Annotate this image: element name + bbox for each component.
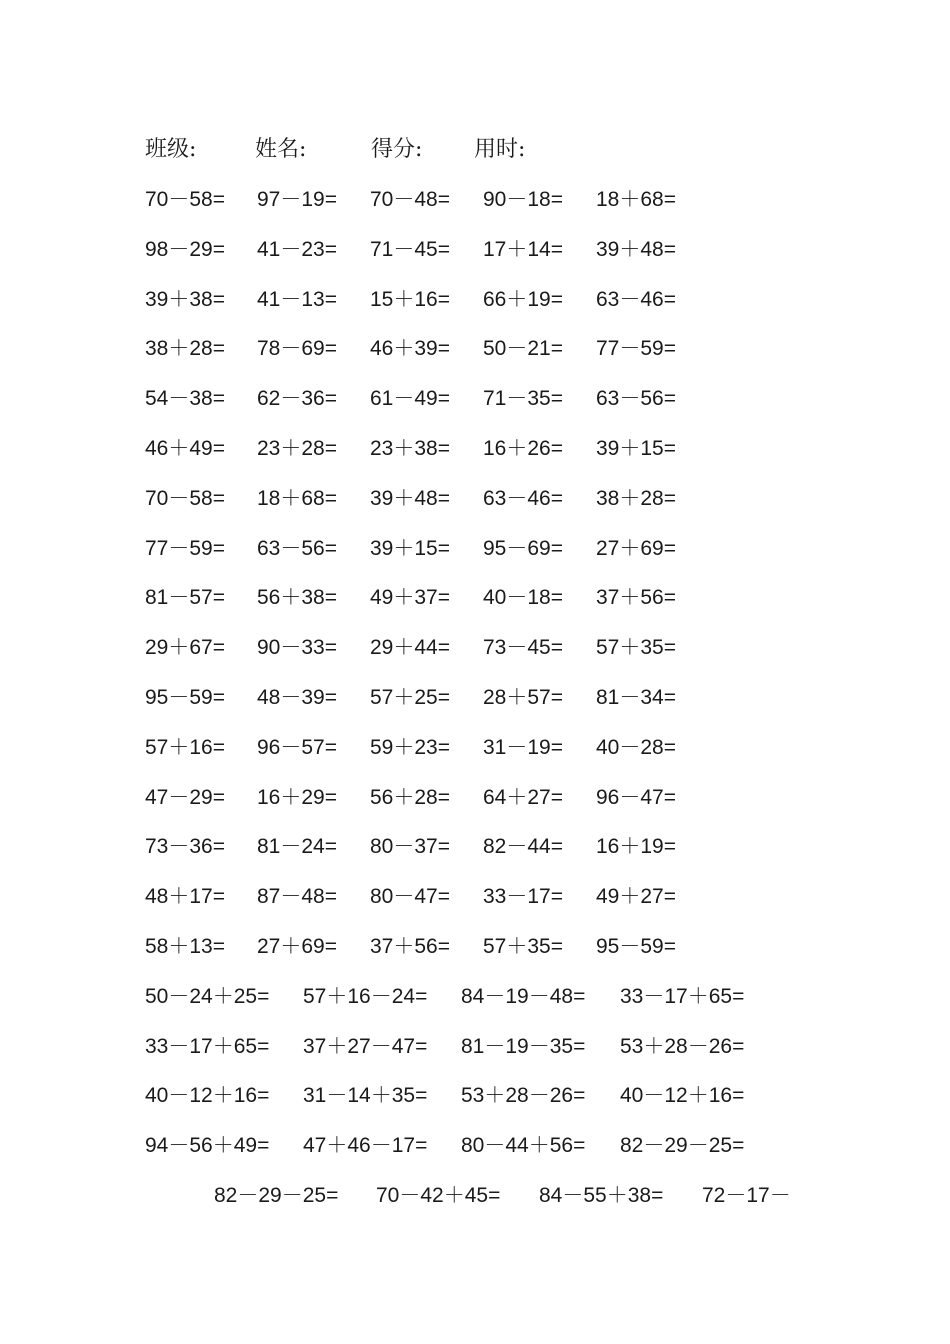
math-problem: 77－59= (145, 536, 225, 560)
math-problem: 39＋15= (596, 436, 676, 460)
math-problem: 95－59= (145, 685, 225, 709)
math-problem: 27＋69= (257, 934, 337, 958)
math-problem: 46＋49= (145, 436, 225, 460)
math-problem: 46＋39= (370, 337, 450, 361)
math-problem: 23＋28= (257, 436, 337, 460)
math-problem: 31－14＋35= (303, 1084, 428, 1108)
math-problem: 72－17－ (702, 1184, 791, 1207)
math-problem: 90－33= (257, 636, 337, 660)
math-problem: 37＋27－47= (303, 1034, 428, 1058)
math-problem: 16＋29= (257, 785, 337, 809)
math-problem: 50－21= (483, 337, 563, 361)
math-problem: 59＋23= (370, 735, 450, 759)
math-problem: 40－12＋16= (620, 1084, 745, 1108)
math-problem: 94－56＋49= (145, 1134, 270, 1158)
class-label: 班级: (145, 137, 197, 162)
math-problem: 16＋26= (483, 436, 563, 460)
math-problem: 49＋37= (370, 586, 450, 610)
math-problem: 38＋28= (596, 486, 676, 510)
math-problem: 57＋16= (145, 735, 225, 759)
math-problem: 38＋28= (145, 337, 225, 361)
math-problem: 39＋48= (370, 486, 450, 510)
math-problem: 87－48= (257, 885, 337, 909)
math-problem: 95－59= (596, 934, 676, 958)
math-problem: 84－19－48= (461, 984, 586, 1008)
math-problem: 77－59= (596, 337, 676, 361)
time-label: 用时: (474, 137, 526, 162)
math-problem: 16＋19= (596, 835, 676, 859)
math-problem: 54－38= (145, 387, 225, 411)
math-problem: 70－58= (145, 188, 225, 211)
math-problem: 31－19= (483, 735, 563, 759)
math-problem: 33－17= (483, 885, 563, 909)
math-problem: 81－57= (145, 586, 225, 610)
math-problem: 57＋16－24= (303, 984, 428, 1008)
math-problem: 63－46= (596, 287, 676, 311)
math-problem: 95－69= (483, 536, 563, 560)
math-problem: 63－56= (596, 387, 676, 411)
math-problem: 15＋16= (370, 287, 450, 311)
math-problem: 29＋44= (370, 636, 450, 660)
math-problem: 61－49= (370, 387, 450, 411)
math-problem: 57＋25= (370, 685, 450, 709)
math-problem: 37＋56= (370, 934, 450, 958)
math-problem: 80－37= (370, 835, 450, 859)
math-problem: 81－19－35= (461, 1034, 586, 1058)
math-problem: 28＋57= (483, 685, 563, 709)
math-problem: 62－36= (257, 387, 337, 411)
math-problem: 33－17＋65= (620, 984, 745, 1008)
math-problem: 63－46= (483, 486, 563, 510)
math-problem: 23＋38= (370, 436, 450, 460)
math-problem: 41－13= (257, 287, 337, 311)
math-problem: 66＋19= (483, 287, 563, 311)
math-problem: 96－57= (257, 735, 337, 759)
math-problem: 57＋35= (483, 934, 563, 958)
math-problem: 39＋15= (370, 536, 450, 560)
score-label: 得分: (371, 137, 423, 162)
math-problem: 58＋13= (145, 934, 225, 958)
math-problem: 80－44＋56= (461, 1134, 586, 1158)
math-problem: 37＋56= (596, 586, 676, 610)
math-problem: 82－44= (483, 835, 563, 859)
math-problem: 82－29－25= (214, 1184, 339, 1207)
math-problem: 71－35= (483, 387, 563, 411)
math-problem: 63－56= (257, 536, 337, 560)
math-problem: 40－28= (596, 735, 676, 759)
math-problem: 71－45= (370, 237, 450, 261)
math-problem: 64＋27= (483, 785, 563, 809)
math-problem: 17＋14= (483, 237, 563, 261)
math-problem: 56＋28= (370, 785, 450, 809)
math-problem: 41－23= (257, 237, 337, 261)
math-problem: 98－29= (145, 237, 225, 261)
math-problem: 70－48= (370, 188, 450, 211)
math-problem: 78－69= (257, 337, 337, 361)
math-problem: 81－24= (257, 835, 337, 859)
math-problem: 82－29－25= (620, 1134, 745, 1158)
math-problem: 48－39= (257, 685, 337, 709)
math-problem: 29＋67= (145, 636, 225, 660)
math-problem: 18＋68= (257, 486, 337, 510)
math-problem: 57＋35= (596, 636, 676, 660)
math-problem: 90－18= (483, 188, 563, 211)
math-problem: 33－17＋65= (145, 1034, 270, 1058)
math-problem: 97－19= (257, 188, 337, 211)
math-problem: 27＋69= (596, 536, 676, 560)
math-problem: 47＋46－17= (303, 1134, 428, 1158)
math-problem: 53＋28－26= (620, 1034, 745, 1058)
math-problem: 40－18= (483, 586, 563, 610)
math-problem: 70－42＋45= (376, 1184, 501, 1207)
math-problem: 80－47= (370, 885, 450, 909)
math-problem: 56＋38= (257, 586, 337, 610)
math-problem: 49＋27= (596, 885, 676, 909)
math-problem: 39＋38= (145, 287, 225, 311)
math-problem: 48＋17= (145, 885, 225, 909)
math-problem: 40－12＋16= (145, 1084, 270, 1108)
math-problem: 53＋28－26= (461, 1084, 586, 1108)
math-problem: 96－47= (596, 785, 676, 809)
math-problem: 73－45= (483, 636, 563, 660)
math-problem: 70－58= (145, 486, 225, 510)
math-problem: 18＋68= (596, 188, 676, 211)
name-label: 姓名: (255, 137, 307, 162)
math-problem: 84－55＋38= (539, 1184, 664, 1207)
math-problem: 50－24＋25= (145, 984, 270, 1008)
math-problem: 39＋48= (596, 237, 676, 261)
math-problem: 47－29= (145, 785, 225, 809)
math-problem: 81－34= (596, 685, 676, 709)
math-problem: 73－36= (145, 835, 225, 859)
